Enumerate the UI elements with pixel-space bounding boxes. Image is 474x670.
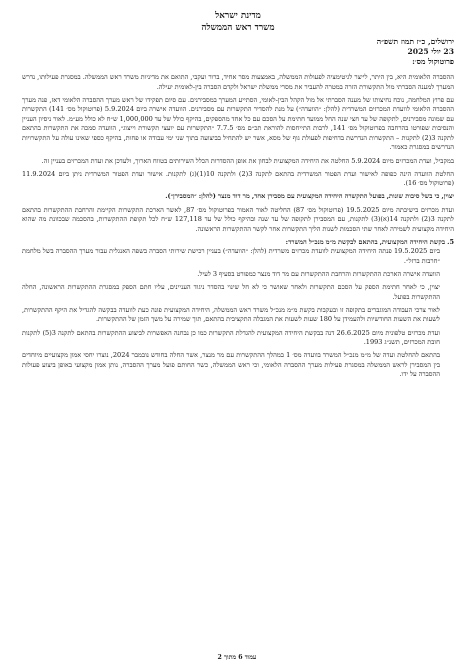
paragraph: יצוין, כי לאחר חתימת הספק על הסכם התקשרות ולאחר שאושר כי לא חל שינוי בהסדר ניגוד העניינים, עליו חתם הספק במסגרת ההתקשרות הראשונה, החלה ההתקשרות בפועל. [22, 283, 440, 301]
paragraph: ביום 19.5.2025 פנתה היחידה המקצועית לוועדת מכרזים משרדית (להלן: ״הוועדה״) בעניין רכישת שירותי הסברה בשפה האנגלית עבור מערך ההסברה בשל מלחמת ״חרבות ברזל״. [22, 247, 441, 265]
paragraph: במקביל, ועדת המכרזים מיום 5.9.2024 החלטה את היחידה המקצועית לבחון את אופן ההסדרות הכלל השירותים בטווח הארוך, ולעדכן את ועדת המכרזים בעניין זה. [41, 156, 454, 165]
letterhead-state: מדינת ישראל [215, 11, 261, 21]
letterhead-office: משרד ראש הממשלה [201, 23, 275, 33]
protocol-number: פרוטוקול מס׳: [412, 57, 454, 66]
paragraph: עם פרוץ המלחמה, נוכח נחיצותו של מענה הסברתי אל מול הקהל הבין-לאומי, הסתייע המערך במסבירנים. עם סיום תפקידו של ראש מערך ההסברה הלאומי דאז, פנה מערך ההסברה הלאומי לוועדת המכרזים המשרדית (להלן: ״הוועדה״) על מנת להסדיר התקשרות עם מסבירנים. הוועדה אישרה ביום 5.9.2024 (פרוטוקול מס׳ 141) התקשרות עם שמונה מסבירנים, לתקופה של עד חצי שנה החל ממועד חתימת על הסכם עם כל אחד מהספקים, בהיקף כולל של עד 1,000,000 ש״ח לא כולל מע״מ. לאור ניסיון העניין והנסיבות שפורטו בהרחבה בפרוטוקול מס׳ 141, לרבות התייחסות להוראת תכ״ם מס׳ 7.7.5 ״התקשרות עם יועצי תקשורת וייצוג״, הוועדה סמכה את התקשרות בהתאם לתקנה 3(2) לתקנות – התקשרות הנדרשת בדחיפות לפעולת גוף של מסא, אשר יש להתחיל בביצועה בתוך שני ימי עבודה או פחות, בהיקף כספי שאינו עולה על התקשרויות הנדרשים במסגרת כאמור. [22, 95, 455, 152]
paragraph: לאור צרכי העבודה המוגברים בתקופה זו ובעקבות בקשת מ״מ מנכ״ל משרד ראש הממשלה, היחידה המקצועית פונה כעת לוועדה בבקשה להגדיל את היקף ההתקשרות, לשעות את השעות החודשיות ולהעמידן על 180 שעות לשעות את המגבלה התקציבית בהתאם, תוך שמירה על משך הזמן של ההתקשרות. [22, 305, 440, 324]
paragraph: בהתאם להחלטת ועדה של מ״מ מנכ״ל המשרד בוועדה מס׳ 1 במהלך ההתקשרות עם מר מנצר, אשר החלה בחודש נובמבר 2024, נוצרו יחסי אמון מקצועיים מיוחדים בין המסבירן לראש הממשלה במסגרת פעילות מערך ההסברה הלאומי, וכי ראש הממשלה, כשר החותם פועל מערך ההסברה, נותן אמון מקצועי באופן ביצוע פעולות ההסברה על ידו. [22, 351, 440, 379]
document-meta [22, 37, 454, 67]
paragraph: ועדת מכרזים בישיבתה מיום 19.5.2025 (פרוטוקול מס׳ 87) החליטה לאור האמור בפרוטוקול מס׳ 87, לאשר הארכת התקשרות הקיימת והרחבת ההתקשרות בהתאם לתקנה 3(2) ולתקנה 14(א)(3) לתקנות, עם המסבירן לתקופה של עד שנה ובהיקף כולל של עד 127,118 ש״ח לכל תקופת ההתקשרות, בהסכמה שבכוונת מה שהוא היחידה מקצועית לשמירה לאחר שתי הסכמות לשנות הליך התקשרות אחר לקשר ההתקשרות הראשונה. [22, 205, 454, 233]
letterhead [22, 10, 454, 34]
section-heading: 5. בקשת היחידה המקצועית, בהתאם לבקשת מ״מ מנכ״ל המשרד: [285, 237, 454, 246]
paragraph: ועדת מכרזים טלפונית מיום 26.6.2025 דנה בבקשת היחידה המקצועית להגדלת התקשרות כמו כן נבחנה האפשרות לביצוע ההתקשרות בהתאם לתקנה 3(5) לתקנות חובת המכרזים, תשנ״ג 1993. [22, 328, 441, 347]
paragraph: החלטת הוועדה הינה כפופה לאישור ועדת הפטור המשרדית בהתאם לתקנה 3(2) ולתקנה 10(1)(ג) לתקנות. אישור ועדת הפטור המשרדית ניתן ביום 11.9.2024 (פרוטוקול מס׳ 16). [22, 169, 455, 188]
document-body [22, 73, 454, 380]
paragraph: ההסברה הלאומית היא, בין היתר, לייצר לגיטימציה לפעולות הממשלה, באמצעות מסר אחיד, ברור ועקבי, התואם את מדיניות משרד ראש הממשלה. במסגרת פעילותו, נדרש המערך למענה הסברתי מול התקשורת הזרה במטרה להעביר את מסרי ממשלת ישראל ולקדם הסברה בין-לאומית יעילה. [22, 73, 454, 91]
paragraph: הוועדה אישרה הארכת ההתקשרות והרחבת ההתקשרות עם מר דוד מנצר כמפורט בסעיף 3 לעיל. [197, 270, 440, 278]
hebrew-date: ירושלים, כ״ז תמוז תשפ״ה [376, 37, 454, 46]
page-number: עמוד 6 מתוך 2 [217, 654, 257, 661]
paragraph: יצוין, כי בשל סיבות שונות, בפועל התקשרה היחידה המקצועית עם מסבירן אחד, מר דוד מנצר (להלן: ״המסבירן״). [165, 192, 454, 201]
gregorian-date: 23 יולי 2025 [407, 47, 454, 56]
